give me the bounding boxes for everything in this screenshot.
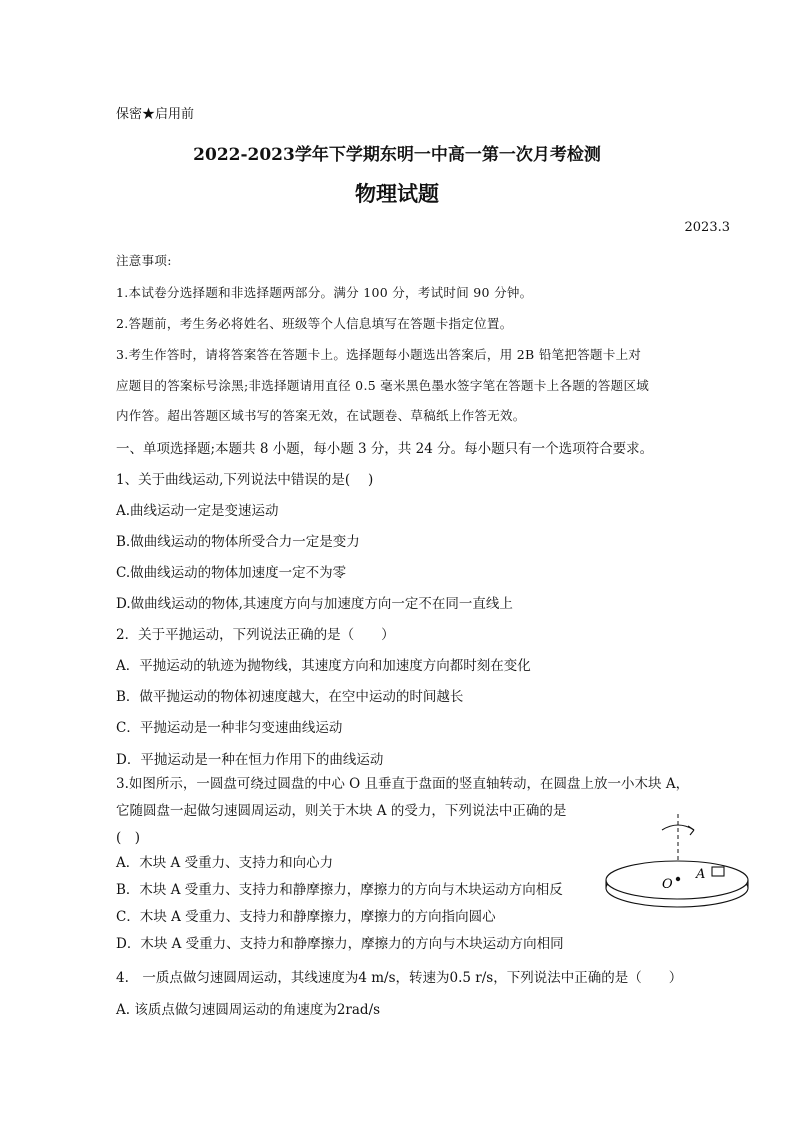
section-heading: 一、单项选择题;本题共 8 小题，每小题 3 分，共 24 分。每小题只有一个选项符合要求。 <box>116 441 654 457</box>
note-line: 内作答。超出答题区域书写的答案无效，在试题卷、草稿纸上作答无效。 <box>116 408 526 423</box>
rotating-disc-figure <box>600 810 760 920</box>
question-3-option-d: D．木块 A 受重力、支持力和静摩擦力，摩擦力的方向与木块运动方向相同 <box>116 936 564 952</box>
question-4-option-a: A. 该质点做匀速圆周运动的角速度为2rad/s <box>116 1002 381 1018</box>
question-3-option-a: A．木块 A 受重力、支持力和向心力 <box>116 855 334 871</box>
confidential-label: 保密★启用前 <box>116 107 195 122</box>
note-line: 3.考生作答时，请将答案答在答题卡上。选择题每小题选出答案后，用 2B 铅笔把答题卡上对 <box>116 347 642 362</box>
question-1-option-d: D.做曲线运动的物体,其速度方向与加速度方向一定不在同一直线上 <box>116 596 513 612</box>
subject-title: 物理试题 <box>355 181 439 206</box>
question-2-option-a: A．平抛运动的轨迹为抛物线，其速度方向和加速度方向都时刻在变化 <box>116 658 531 674</box>
question-3-bracket: ( ) <box>116 830 141 846</box>
notes-heading: 注意事项: <box>116 253 172 268</box>
center-point <box>676 877 680 881</box>
question-1-stem: 1、关于曲线运动,下列说法中错误的是( ) <box>116 472 374 488</box>
note-line: 2.答题前，考生务必将姓名、班级等个人信息填写在答题卡指定位置。 <box>116 316 513 331</box>
question-3-option-c: C．木块 A 受重力、支持力和静摩擦力，摩擦力的方向指向圆心 <box>116 909 496 925</box>
wood-block <box>712 867 724 876</box>
exam-title: 2022-2023学年下学期东明一中高一第一次月考检测 <box>193 145 601 165</box>
question-3-stem-cont: 它随圆盘一起做匀速圆周运动，则关于木块 A 的受力，下列说法中正确的是 <box>116 803 567 819</box>
question-2-stem: 2．关于平抛运动，下列说法正确的是（ ） <box>116 627 395 643</box>
exam-date: 2023.3 <box>684 220 730 235</box>
question-1-option-c: C.做曲线运动的物体加速度一定不为零 <box>116 565 347 581</box>
question-3-option-b: B．木块 A 受重力、支持力和静摩擦力，摩擦力的方向与木块运动方向相反 <box>116 882 563 898</box>
note-line: 应题目的答案标号涂黑;非选择题请用直径 0.5 毫米黑色墨水签字笔在答题卡上各题的答题区域 <box>116 378 650 393</box>
label-o: O <box>662 877 673 892</box>
question-2-option-b: B．做平抛运动的物体初速度越大，在空中运动的时间越长 <box>116 689 464 705</box>
question-3-stem: 3.如图所示，一圆盘可绕过圆盘的中心 O 且垂直于盘面的竖直轴转动，在圆盘上放一小木块 A， <box>116 776 690 792</box>
question-2-option-d: D．平抛运动是一种在恒力作用下的曲线运动 <box>116 752 384 768</box>
note-line: 1.本试卷分选择题和非选择题两部分。满分 100 分，考试时间 90 分钟。 <box>116 285 533 300</box>
label-a: A <box>696 867 706 882</box>
question-4-stem: 4. 一质点做匀速圆周运动，其线速度为4 m/s，转速为0.5 r/s，下列说法中正确的是（ ） <box>116 970 683 986</box>
question-2-option-c: C．平抛运动是一种非匀变速曲线运动 <box>116 720 343 736</box>
question-1-option-b: B.做曲线运动的物体所受合力一定是变力 <box>116 534 360 550</box>
question-1-option-a: A.曲线运动一定是变速运动 <box>116 503 279 519</box>
